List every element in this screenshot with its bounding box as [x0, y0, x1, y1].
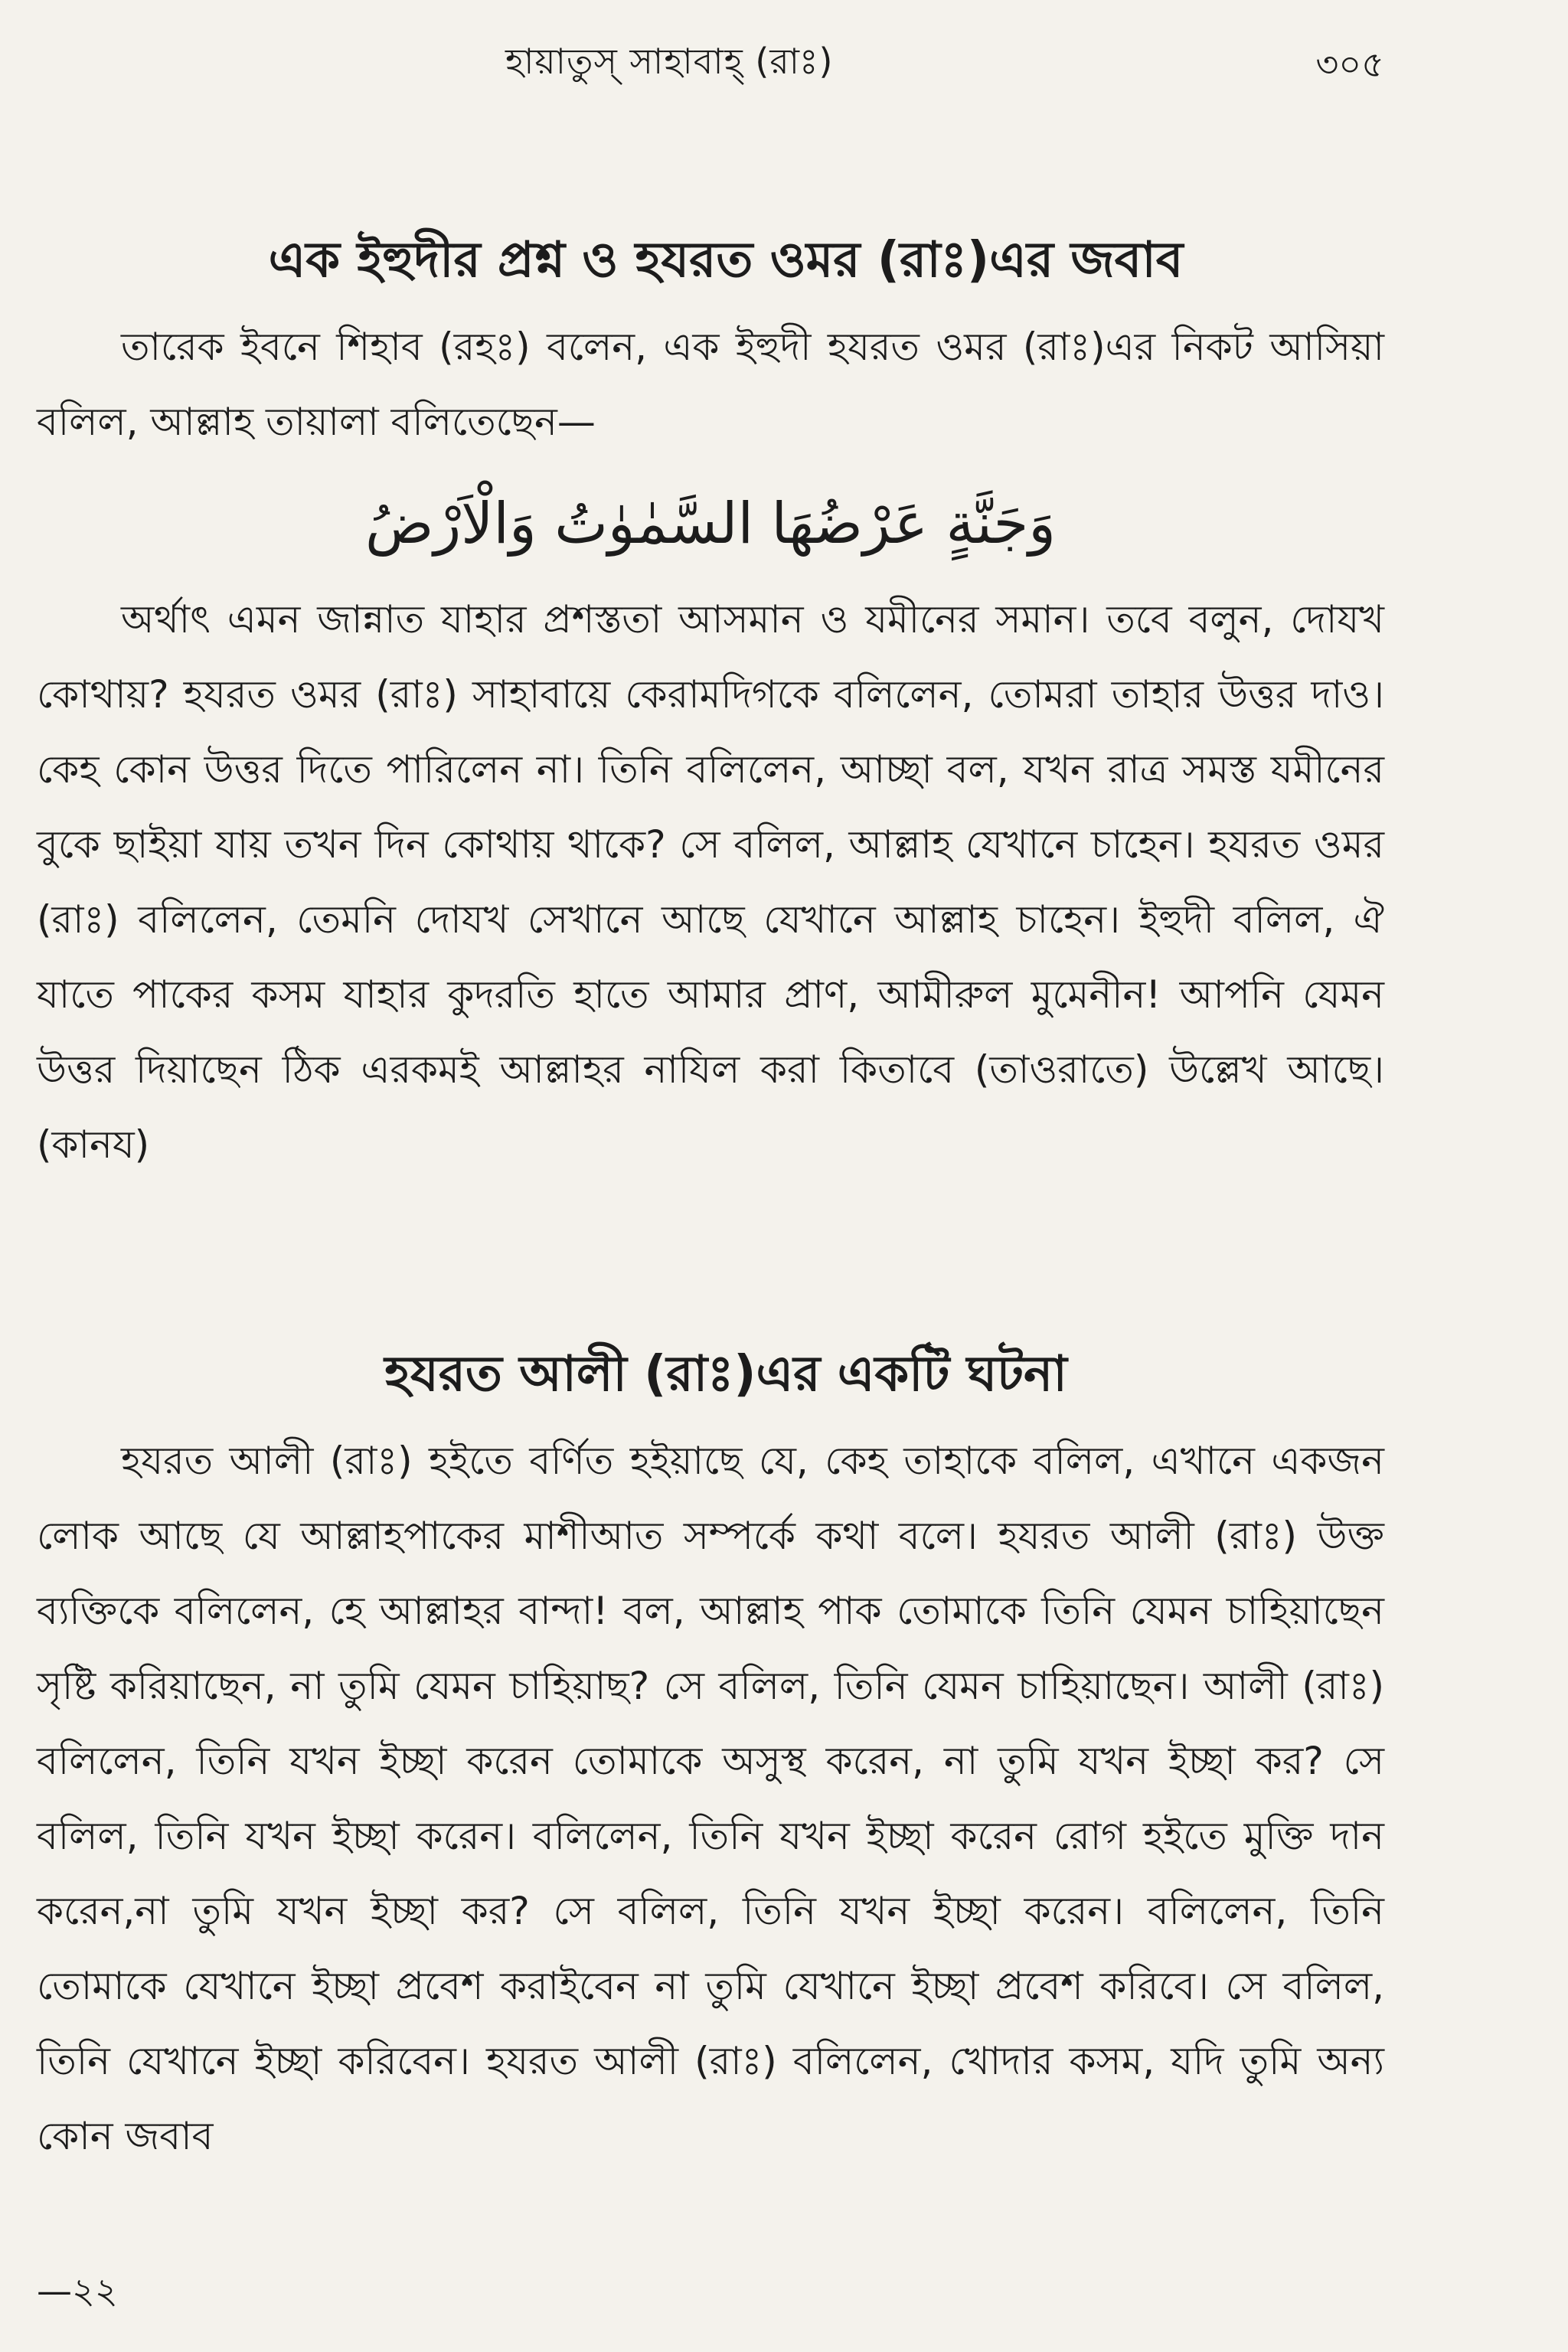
page-number: ৩০৫ [1315, 44, 1384, 85]
running-header [0, 31, 1568, 92]
body-text: অর্থাৎ এমন জান্নাত যাহার প্রশস্ততা আসমান ও যমীনের সমান। তবে বলুন, দোযখ কোথায়? হযরত ওমর (রাঃ) সাহাবায়ে কেরামদিগকে বলিলেন, তোমরা তাহার উত্তর দাও। কেহ কোন উত্তর দিতে পারিলেন না। তিনি বলিলেন, আচ্ছা বল, যখন রাত্র সমস্ত যমীনের বুকে ছাইয়া যায় তখন দিন কোথায় থাকে? সে বলিল, আল্লাহ যেখানে চাহেন। হযরত ওমর (রাঃ) বলিলেন, তেমনি দোযখ সেখানে আছে যেখানে আল্লাহ চাহেন। ইহুদী বলিল, ঐ যাতে পাকের কসম যাহার কুদরতি হাতে আমার প্রাণ, আমীরুল মুমেনীন! আপনি যেমন উত্তর দিয়াছেন ঠিক এরকমই আল্লাহর নাযিল করা কিতাবে (তাওরাতে) উল্লেখ আছে। (কানয) [37, 597, 1384, 1167]
section-heading: হযরত আলী (রাঃ)এর একটি ঘটনা [384, 1346, 1067, 1403]
body-paragraph [37, 1423, 1384, 2174]
section-ali-event [37, 1336, 1384, 2174]
signature-mark: —২২ [37, 2270, 118, 2311]
intro-paragraph [37, 309, 1384, 459]
body-paragraph [37, 582, 1384, 1182]
section-heading: এক ইহুদীর প্রশ্ন ও হযরত ওমর (রাঃ)এর জবাব [268, 232, 1184, 289]
intro-text: তারেক ইবনে শিহাব (রহঃ) বলেন, এক ইহুদী হযরত ওমর (রাঃ)এর নিকট আসিয়া বলিল, আল্লাহ তায়ালা বলিতেছেন— [37, 325, 1384, 444]
arabic-verse: وَجَنَّةٍ عَرْضُهَا السَّمٰوٰتُ وَالْاَرْضُ [364, 491, 1057, 557]
section-umar-answer [37, 222, 1384, 1182]
body-text: হযরত আলী (রাঃ) হইতে বর্ণিত হইয়াছে যে, কেহ তাহাকে বলিল, এখানে একজন লোক আছে যে আল্লাহপাকের মাশীআত সম্পর্কে কথা বলে। হযরত আলী (রাঃ) উক্ত ব্যক্তিকে বলিলেন, হে আল্লাহর বান্দা! বল, আল্লাহ পাক তোমাকে তিনি যেমন চাহিয়াছেন সৃষ্টি করিয়াছেন, না তুমি যেমন চাহিয়াছ? সে বলিল, তিনি যেমন চাহিয়াছেন। আলী (রাঃ) বলিলেন, তিনি যখন ইচ্ছা করেন তোমাকে অসুস্থ করেন, না তুমি যখন ইচ্ছা কর? সে বলিল, তিনি যখন ইচ্ছা করেন। বলিলেন, তিনি যখন ইচ্ছা করেন রোগ হইতে মুক্তি দান করেন,না তুমি যখন ইচ্ছা কর? সে বলিল, তিনি যখন ইচ্ছা করেন। বলিলেন, তিনি তোমাকে যেখানে ইচ্ছা প্রবেশ করাইবেন না তুমি যেখানে ইচ্ছা প্রবেশ করিবে। সে বলিল, তিনি যেখানে ইচ্ছা করিবেন। হযরত আলী (রাঃ) বলিলেন, খোদার কসম, যদি তুমি অন্য কোন জবাব [37, 1439, 1384, 2158]
running-title: হায়াতুস্ সাহাবাহ্ (রাঃ) [505, 41, 834, 82]
